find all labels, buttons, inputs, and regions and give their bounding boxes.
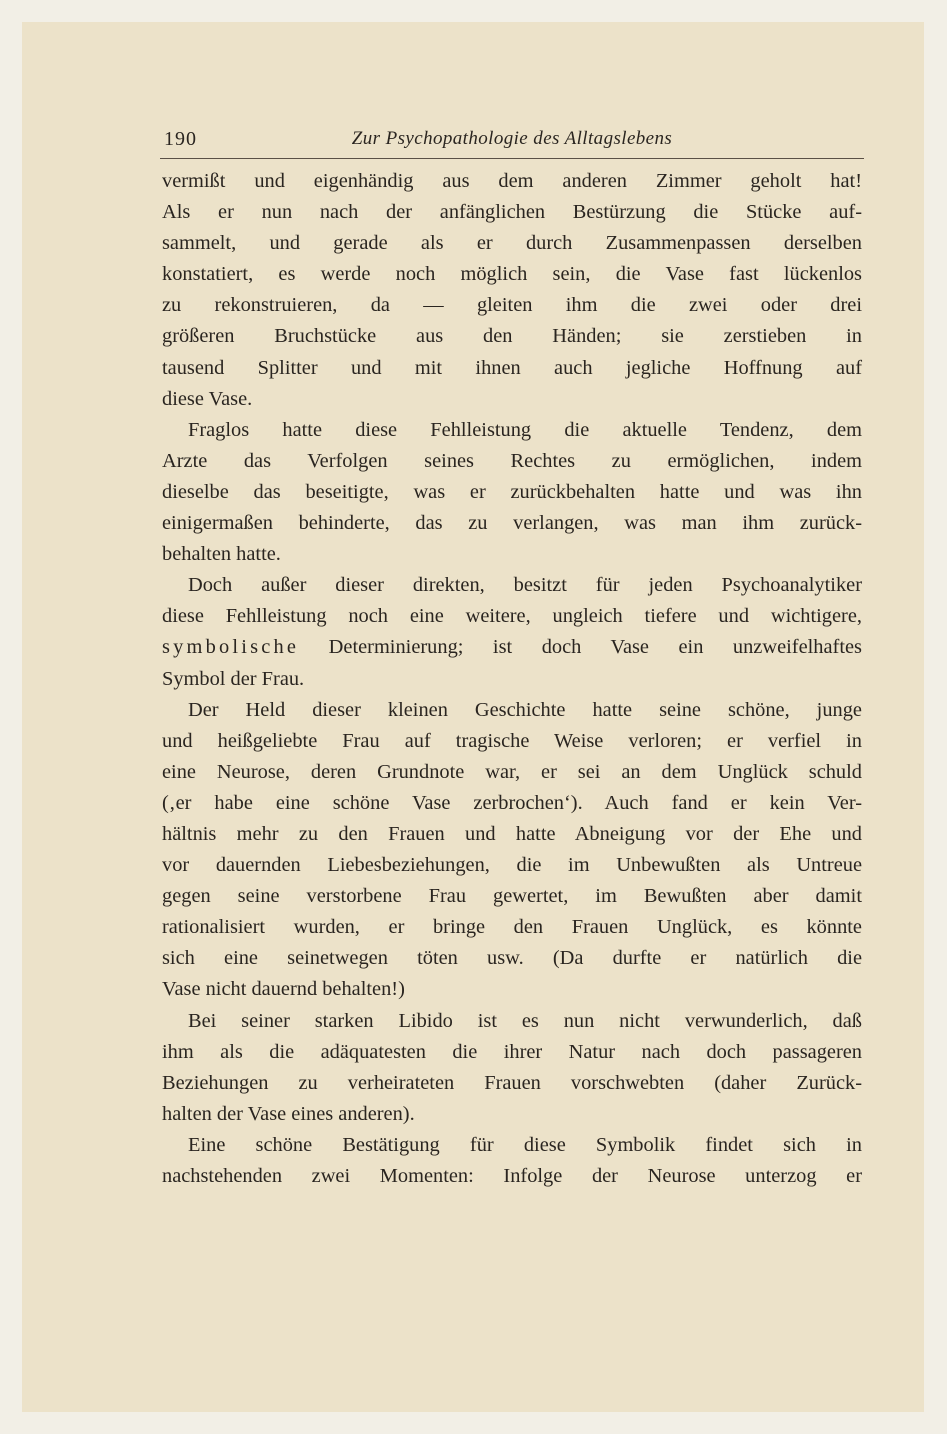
text-line: sich eine seinetwegen töten usw. (Da durfte er natürlich die bbox=[162, 947, 862, 970]
text-line: sammelt, und gerade als er durch Zusammenpassen derselben bbox=[162, 232, 862, 255]
text-line: dieselbe das beseitigte, was er zurückbehalten hatte und was ihn bbox=[162, 480, 862, 503]
header-rule bbox=[160, 158, 864, 159]
text-line: diese Vase. bbox=[162, 387, 253, 410]
text-line: rationalisiert wurden, er bringe den Frauen Unglück, es könnte bbox=[162, 916, 862, 939]
spaced-word: symbolische bbox=[162, 636, 300, 659]
paragraph bbox=[162, 166, 862, 415]
text-line: Der Held dieser kleinen Geschichte hatte seine schöne, junge bbox=[188, 698, 862, 721]
text-line bbox=[162, 632, 862, 663]
text-line: eine Neurose, deren Grundnote war, er sei an dem Unglück schuld bbox=[162, 760, 862, 783]
text-line: diese Fehlleistung noch eine weitere, ungleich tiefere und wichtigere, bbox=[162, 605, 862, 628]
text-line: Arzte das Verfolgen seines Rechtes zu ermöglichen, indem bbox=[162, 449, 862, 472]
text-line: tausend Splitter und mit ihnen auch jegliche Hoffnung auf bbox=[162, 356, 862, 379]
text-line: Als er nun nach der anfänglichen Bestürzung die Stücke auf- bbox=[162, 201, 862, 224]
text-line: einigermaßen behinderte, das zu verlangen, was man ihm zurück- bbox=[162, 512, 862, 535]
text-line: (‚er habe eine schöne Vase zerbrochen‘). Auch fand er kein Ver- bbox=[162, 791, 862, 814]
paragraph bbox=[162, 1130, 862, 1192]
text-line: Bei seiner starken Libido ist es nun nicht verwunderlich, daß bbox=[188, 1009, 862, 1032]
text-line: Vase nicht dauernd behalten!) bbox=[162, 978, 405, 1001]
text-fragment: Determinierung; ist doch Vase ein unzweifelhaftes bbox=[299, 636, 862, 659]
text-line: gegen seine verstorbene Frau gewertet, im Bewußten aber damit bbox=[162, 885, 862, 908]
text-line: vor dauernden Liebesbeziehungen, die im Unbewußten als Untreue bbox=[162, 854, 862, 877]
text-line: ihm als die adäquatesten die ihrer Natur nach doch passageren bbox=[162, 1040, 862, 1063]
text-line: nachstehenden zwei Momenten: Infolge der Neurose unterzog er bbox=[162, 1165, 862, 1187]
text-line: Fraglos hatte diese Fehlleistung die aktuelle Tendenz, dem bbox=[188, 418, 862, 441]
paragraph bbox=[162, 1006, 862, 1130]
text-line: vermißt und eigenhändig aus dem anderen Zimmer geholt hat! bbox=[162, 170, 862, 192]
running-title: Zur Psychopathologie des Alltagslebens bbox=[351, 128, 673, 149]
text-line: behalten hatte. bbox=[162, 543, 281, 566]
page-number: 190 bbox=[164, 128, 197, 150]
text-line: Eine schöne Bestätigung für diese Symbolik findet sich in bbox=[188, 1133, 862, 1156]
text-line: konstatiert, es werde noch möglich sein, die Vase fast lückenlos bbox=[162, 263, 862, 286]
text-line: Symbol der Frau. bbox=[162, 667, 305, 690]
text-line: halten der Vase eines anderen). bbox=[162, 1102, 415, 1125]
body-text bbox=[162, 166, 862, 1192]
text-line: und heißgeliebte Frau auf tragische Weise verloren; er verfiel in bbox=[162, 729, 862, 752]
text-line: Doch außer dieser direkten, besitzt für jeden Psychoanalytiker bbox=[188, 574, 862, 597]
paragraph bbox=[162, 415, 862, 570]
paragraph bbox=[162, 570, 862, 694]
paragraph bbox=[162, 695, 862, 1006]
page-header bbox=[160, 128, 864, 158]
text-line: hältnis mehr zu den Frauen und hatte Abneigung vor der Ehe und bbox=[162, 822, 862, 845]
text-line: größeren Bruchstücke aus den Händen; sie zerstieben in bbox=[162, 325, 862, 348]
text-line: Beziehungen zu verheirateten Frauen vorschwebten (daher Zurück- bbox=[162, 1071, 862, 1094]
text-line: zu rekonstruieren, da — gleiten ihm die zwei oder drei bbox=[162, 294, 862, 317]
